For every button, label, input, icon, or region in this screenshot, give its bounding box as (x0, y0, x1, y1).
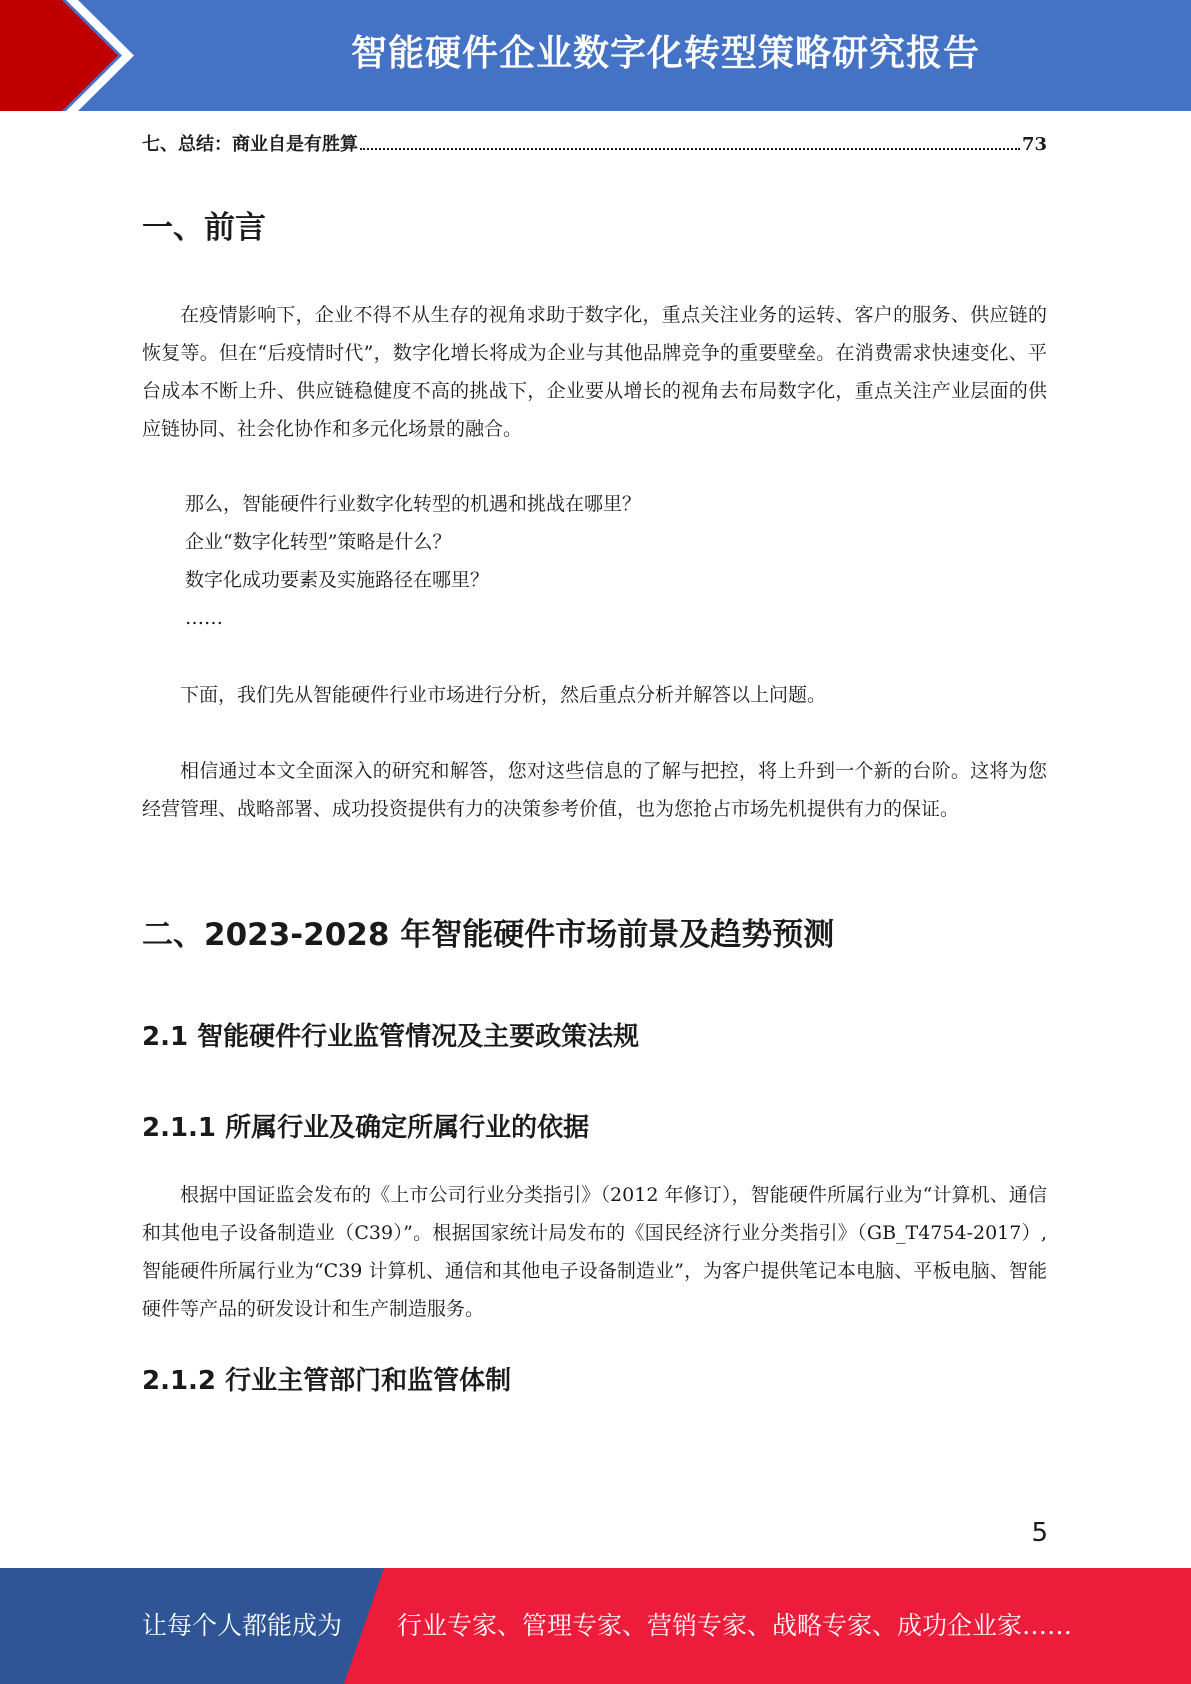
page-footer (0, 1568, 1191, 1684)
question-line-2: 企业“数字化转型”策略是什么？ (185, 531, 452, 553)
section-2-1-2-heading: 2.1.2 行业主管部门和监管体制 (142, 1366, 512, 1396)
toc-entry-label: 七、总结：商业自是有胜算 (142, 134, 358, 155)
toc-leader-dots (360, 148, 1020, 150)
question-line-ellipsis: …… (185, 607, 223, 629)
section-2-1-1-heading: 2.1.1 所属行业及确定所属行业的依据 (142, 1113, 590, 1143)
header-ribbon-decoration (0, 0, 160, 111)
report-title: 智能硬件企业数字化转型策略研究报告 (350, 33, 980, 74)
footer-slogan-left: 让每个人都能成为 (142, 1611, 343, 1640)
preface-paragraph-2: 下面，我们先从智能硬件行业市场进行分析，然后重点分析并解答以上问题。 (180, 684, 827, 706)
question-line-1: 那么，智能硬件行业数字化转型的机遇和挑战在哪里？ (185, 493, 642, 515)
preface-paragraph-1: 在疫情影响下，企业不得不从生存的视角求助于数字化，重点关注业务的运转、客户的服务、供应链的恢复等。但在“后疫情时代”，数字化增长将成为企业与其他品牌竞争的重要壁垒。在消费需求快速变化、平台成本不断上升、供应链稳健度不高的挑战下，企业要从增长的视角去布局数字化，重点关注产业层面的供应链协同、社会化协作和多元化场景的融合。 (142, 304, 1047, 440)
page-number: 5 (1031, 1518, 1048, 1548)
preface-heading: 一、前言 (142, 210, 266, 246)
question-line-3: 数字化成功要素及实施路径在哪里？ (185, 569, 490, 591)
toc-entry-page: 73 (1021, 134, 1047, 155)
toc-entry[interactable] (142, 130, 1047, 160)
preface-paragraph-3: 相信通过本文全面深入的研究和解答，您对这些信息的了解与把控，将上升到一个新的台阶。这将为您经营管理、战略部署、成功投资提供有力的决策参考价值，也为您抢占市场先机提供有力的保证。 (142, 760, 1047, 820)
section-2-1-heading: 2.1 智能硬件行业监管情况及主要政策法规 (142, 1022, 640, 1052)
page-header (0, 0, 1191, 111)
section-2-1-1-paragraph: 根据中国证监会发布的《上市公司行业分类指引》（2012 年修订），智能硬件所属行业为“计算机、通信和其他电子设备制造业（C39）”。根据国家统计局发布的《国民经济行业分类指引》（GB_T4754-2017）,智能硬件所属行业为“C39 计算机、通信和其他电子设备制造业”，为客户提供笔记本电脑、平板电脑、智能硬件等产品的研发设计和生产制造服务。 (142, 1184, 1047, 1320)
section-2-heading: 二、2023-2028 年智能硬件市场前景及趋势预测 (142, 917, 835, 953)
footer-slogan-right: 行业专家、管理专家、营销专家、战略专家、成功企业家…… (397, 1611, 1073, 1640)
